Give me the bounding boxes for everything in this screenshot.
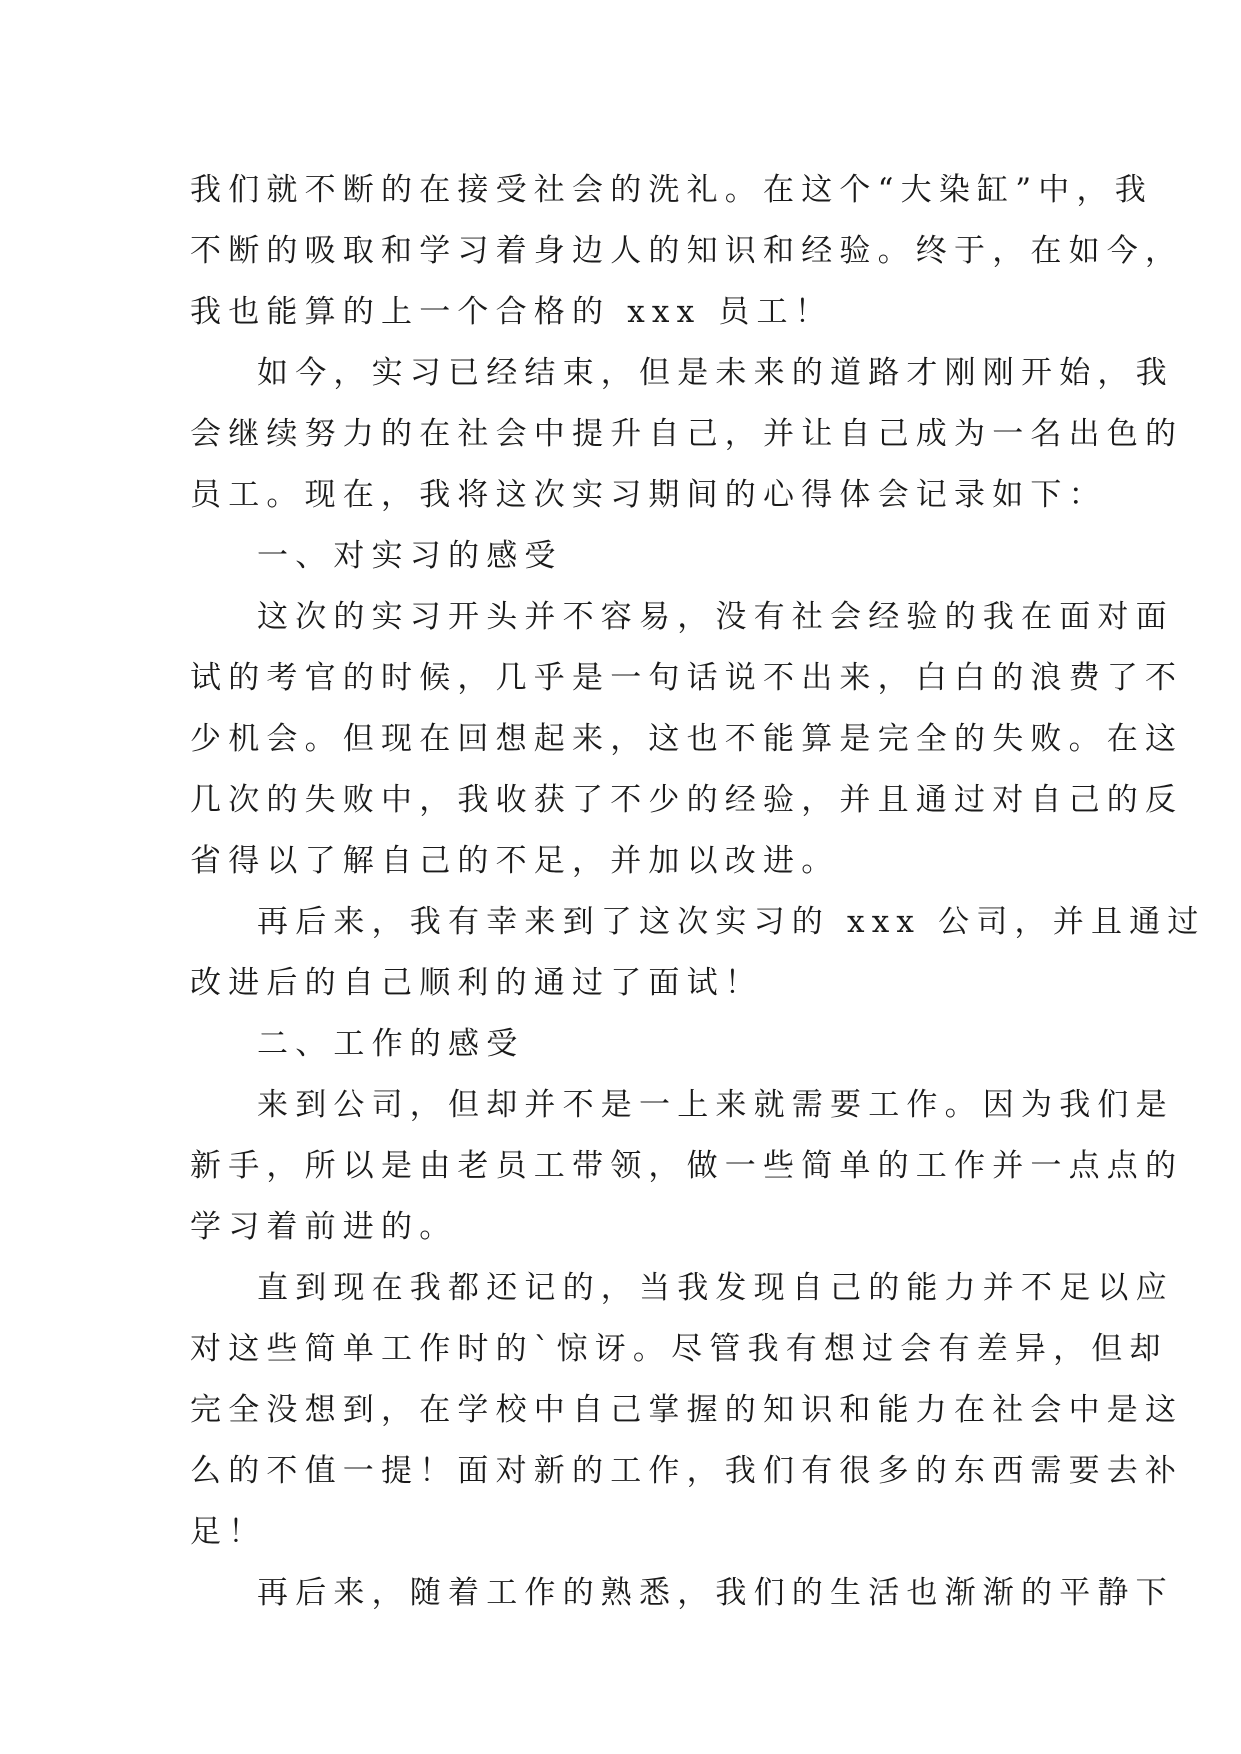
text-line: 不断的吸取和学习着身边人的知识和经验。终于，在如今， (190, 233, 1184, 269)
text-line: 完全没想到，在学校中自己掌握的知识和能力在社会中是这 (190, 1392, 1184, 1428)
paragraph-first-line: 来到公司，但却并不是一上来就需要工作。因为我们是 (257, 1087, 1174, 1123)
paragraph-first-line: 如今，实习已经结束，但是未来的道路才刚刚开始，我 (257, 355, 1174, 391)
text-line: 改进后的自己顺利的通过了面试！ (190, 965, 763, 1001)
text-line: 对这些简单工作时的`惊讶。尽管我有想过会有差异，但却 (190, 1331, 1168, 1367)
section-heading: 一、对实习的感受 (257, 538, 563, 574)
text-line: 试的考官的时候，几乎是一句话说不出来，白白的浪费了不 (190, 660, 1184, 696)
text-line: 足！ (190, 1514, 267, 1550)
section-heading: 二、工作的感受 (257, 1026, 525, 1062)
text-line: 员工。现在，我将这次实习期间的心得体会记录如下： (190, 477, 1107, 513)
text-line: 新手，所以是由老员工带领，做一些简单的工作并一点点的 (190, 1148, 1184, 1184)
paragraph-first-line: 直到现在我都还记的，当我发现自己的能力并不足以应 (257, 1270, 1174, 1306)
text-line: 我也能算的上一个合格的 xxx 员工！ (190, 294, 833, 330)
text-line: 少机会。但现在回想起来，这也不能算是完全的失败。在这 (190, 721, 1184, 757)
text-line: 省得以了解自己的不足，并加以改进。 (190, 843, 840, 879)
document-body (190, 160, 1206, 1624)
paragraph-first-line: 再后来，我有幸来到了这次实习的 xxx 公司，并且通过 (257, 904, 1206, 940)
text-line: 学习着前进的。 (190, 1209, 458, 1245)
text-line: 几次的失败中，我收获了不少的经验，并且通过对自己的反 (190, 782, 1184, 818)
paragraph-first-line: 再后来，随着工作的熟悉，我们的生活也渐渐的平静下 (257, 1575, 1174, 1611)
text-line: 我们就不断的在接受社会的洗礼。在这个“大染缸”中，我 (190, 172, 1153, 208)
text-line: 会继续努力的在社会中提升自己，并让自己成为一名出色的 (190, 416, 1184, 452)
paragraph-first-line: 这次的实习开头并不容易，没有社会经验的我在面对面 (257, 599, 1174, 635)
text-line: 么的不值一提！面对新的工作，我们有很多的东西需要去补 (190, 1453, 1184, 1489)
